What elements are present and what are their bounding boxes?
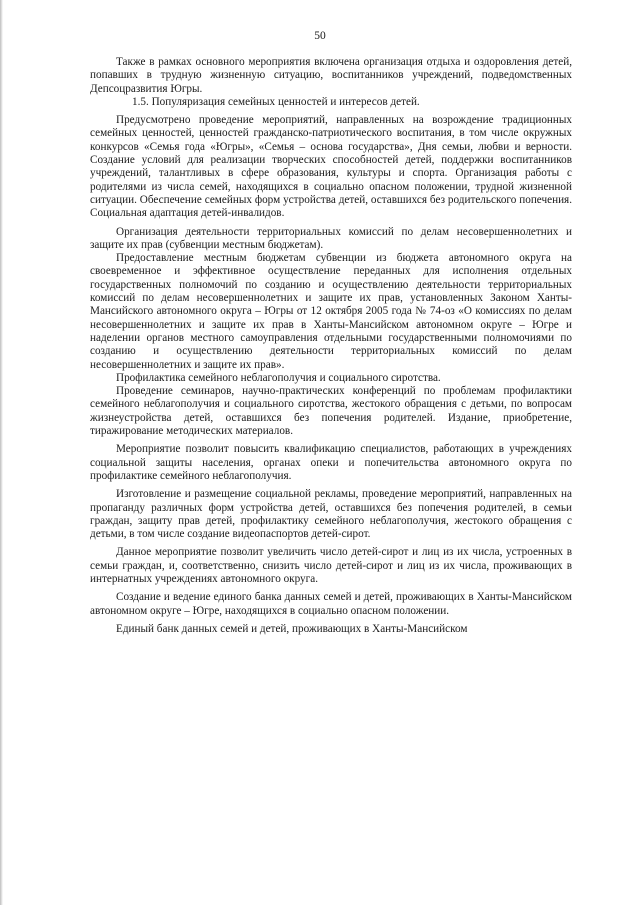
- scan-edge: [0, 0, 3, 905]
- section-heading-family-values: 1.5. Популяризация семейных ценностей и интересов детей.: [132, 95, 420, 108]
- paragraph-social-ads: Изготовление и размещение социальной рекламы, проведение мероприятий, направленных на пропаганду различных форм устройства детей, оставшихся без попечения родителей, в семьи граждан, защиту прав детей, профилактику семейного неблагополучия, жестокого обращения с детьми, в том числе создание видеопаспортов детей-сирот.: [90, 488, 572, 541]
- paragraph-seminars: Проведение семинаров, научно-практических конференций по проблемам профилактики семейного неблагополучия и социального сиротства, жестокого обращения с детьми, по вопросам жизнеустройства детей, оставшихся без попечения родителей. Издание, приобретение, тиражирование методических материалов.: [90, 385, 572, 438]
- paragraph-data-bank-continued: Единый банк данных семей и детей, проживающих в Ханты-Мансийском: [116, 622, 468, 635]
- paragraph-commissions: Организация деятельности территориальных комиссий по делам несовершеннолетних и защите их прав (субвенции местным бюджетам).: [90, 225, 572, 251]
- paragraph-subvention: Предоставление местным бюджетам субвенции из бюджета автономного округа на своевременное и эффективное осуществление переданных для исполнения отдельных государственных полномочий по созданию и осуществлению деятельности территориальных комиссий по делам несовершеннолетних и защите их прав, установленных Законом Ханты-Мансийского автономного округа – Югры от 12 октября 2005 года № 74-оз «О комиссиях по делам несовершеннолетних и защите их прав в Ханты-Мансийском автономном округе – Югре и наделении органов местного самоуправления отдельными государственными полномочиями по созданию и осуществлению деятельности территориальных комиссий по делам несовершеннолетних и защите их прав».: [90, 252, 572, 371]
- paragraph-qualification: Мероприятие позволит повысить квалификацию специалистов, работающих в учреждениях социальной защиты населения, органах опеки и попечительства автономного округа по профилактике семейного неблагополучия.: [90, 443, 572, 482]
- paragraph-recreation: Также в рамках основного мероприятия включена организация отдыха и оздоровления детей, попавших в трудную жизненную ситуацию, воспитанников учреждений, подведомственных Депсоцразвития Югры.: [90, 56, 572, 95]
- paragraph-orphans: Данное мероприятие позволит увеличить число детей-сирот и лиц из их числа, устроенных в семьи граждан, и, соответственно, снизить число детей-сирот и лиц из их числа, проживающих в интернатных учреждениях автономного округа.: [90, 546, 572, 585]
- paragraph-family-values: Предусмотрено проведение мероприятий, направленных на возрождение традиционных семейных ценностей, ценностей гражданско-патриотического воспитания, в том числе окружных конкурсов «Семья года «Югры», «Семья – основа государства», Дня семьи, любви и верности. Создание условий для реализации творческих способностей детей, поддержки воспитанников учреждений, талантливых в сфере образования, культуры и спорта. Организация работы с родителями из числа семей, находящихся в социально опасном положении, трудной жизненной ситуации. Обеспечение семейных форм устройства детей, оставшихся без родительского попечения. Социальная адаптация детей-инвалидов.: [90, 114, 572, 220]
- paragraph-data-bank: Создание и ведение единого банка данных семей и детей, проживающих в Ханты-Мансийском автономном округе – Югре, находящихся в социально опасном положении.: [90, 591, 572, 617]
- document-body: [90, 56, 572, 636]
- paragraph-prevention-title: Профилактика семейного неблагополучия и социального сиротства.: [116, 371, 441, 384]
- page-number: 50: [314, 30, 326, 42]
